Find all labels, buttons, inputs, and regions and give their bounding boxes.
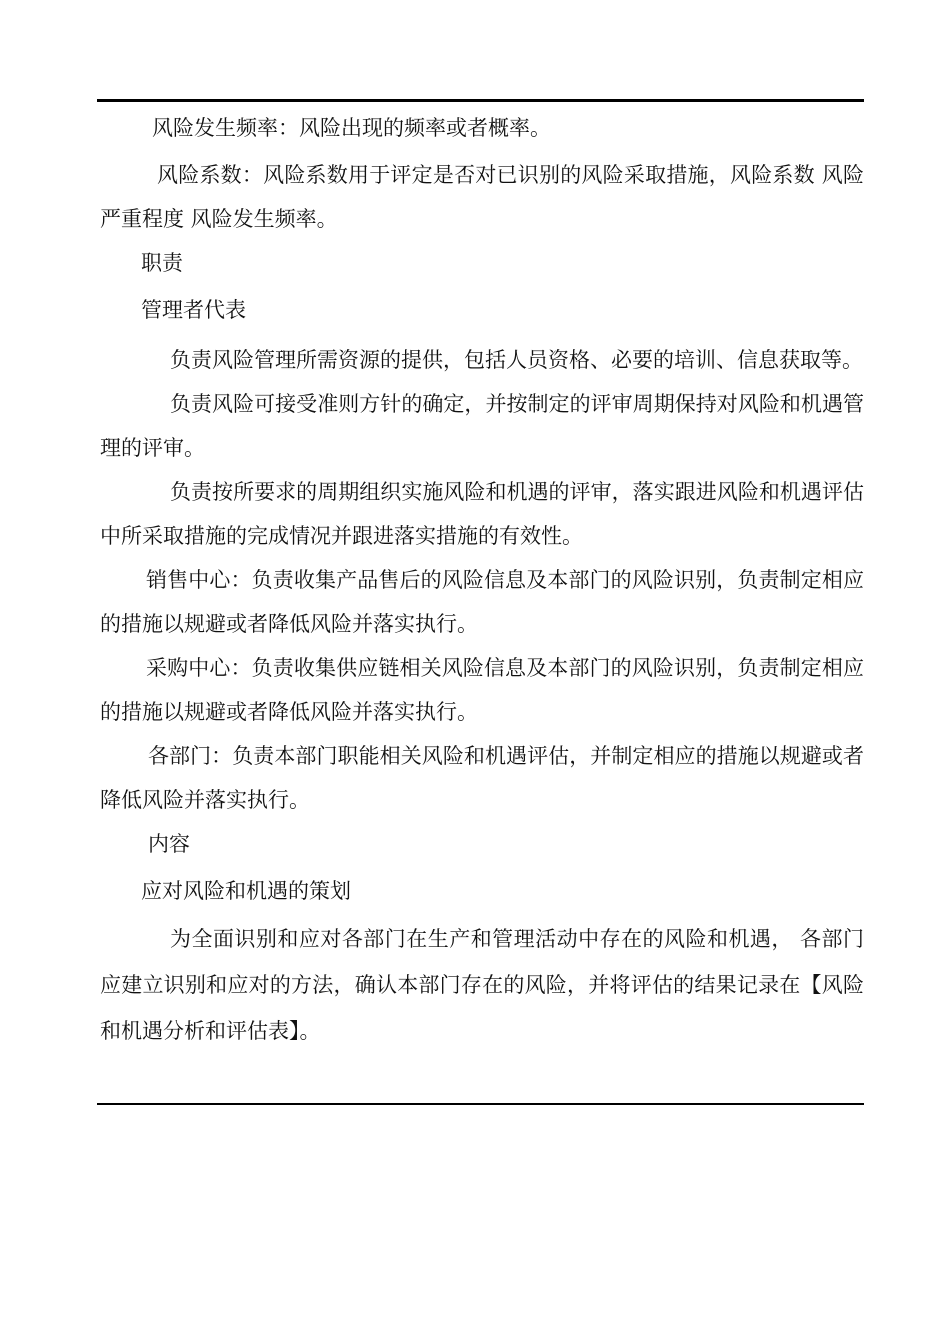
heading-content: 内容	[148, 832, 190, 856]
footer-rule	[97, 1103, 864, 1105]
heading-responsibilities: 职责	[141, 251, 183, 275]
paragraph-periodic-review: 负责按所要求的周期组织实施风险和机遇的评审，落实跟进风险和机遇评估中所采取措施的完成情况并跟进落实措施的有效性。	[100, 480, 864, 548]
paragraph-sales-center: 销售中心：负责收集产品售后的风险信息及本部门的风险识别，负责制定相应的措施以规避或者降低风险并落实执行。	[100, 568, 864, 636]
heading-risk-planning: 应对风险和机遇的策划	[141, 879, 351, 903]
paragraph-departments: 各部门：负责本部门职能相关风险和机遇评估，并制定相应的措施以规避或者降低风险并落实执行。	[100, 744, 864, 812]
paragraph-resources: 负责风险管理所需资源的提供，包括人员资格、必要的培训、信息获取等。	[170, 348, 863, 372]
heading-management-representative: 管理者代表	[141, 298, 246, 322]
header-rule	[97, 99, 864, 102]
paragraph-risk-frequency: 风险发生频率：风险出现的频率或者概率。	[152, 116, 551, 140]
paragraph-planning-method: 为全面识别和应对各部门在生产和管理活动中存在的风险和机遇， 各部门应建立识别和应对的方法，确认本部门存在的风险，并将评估的结果记录在【风险和机遇分析和评估表】。	[100, 927, 864, 1043]
paragraph-risk-coefficient: 风险系数：风险系数用于评定是否对已识别的风险采取措施，风险系数 风险严重程度 风险发生频率。	[100, 163, 864, 231]
paragraph-acceptance-criteria: 负责风险可接受准则方针的确定，并按制定的评审周期保持对风险和机遇管理的评审。	[100, 392, 864, 460]
paragraph-purchasing-center: 采购中心：负责收集供应链相关风险信息及本部门的风险识别，负责制定相应的措施以规避或者降低风险并落实执行。	[100, 656, 864, 724]
document-body	[100, 106, 864, 1054]
